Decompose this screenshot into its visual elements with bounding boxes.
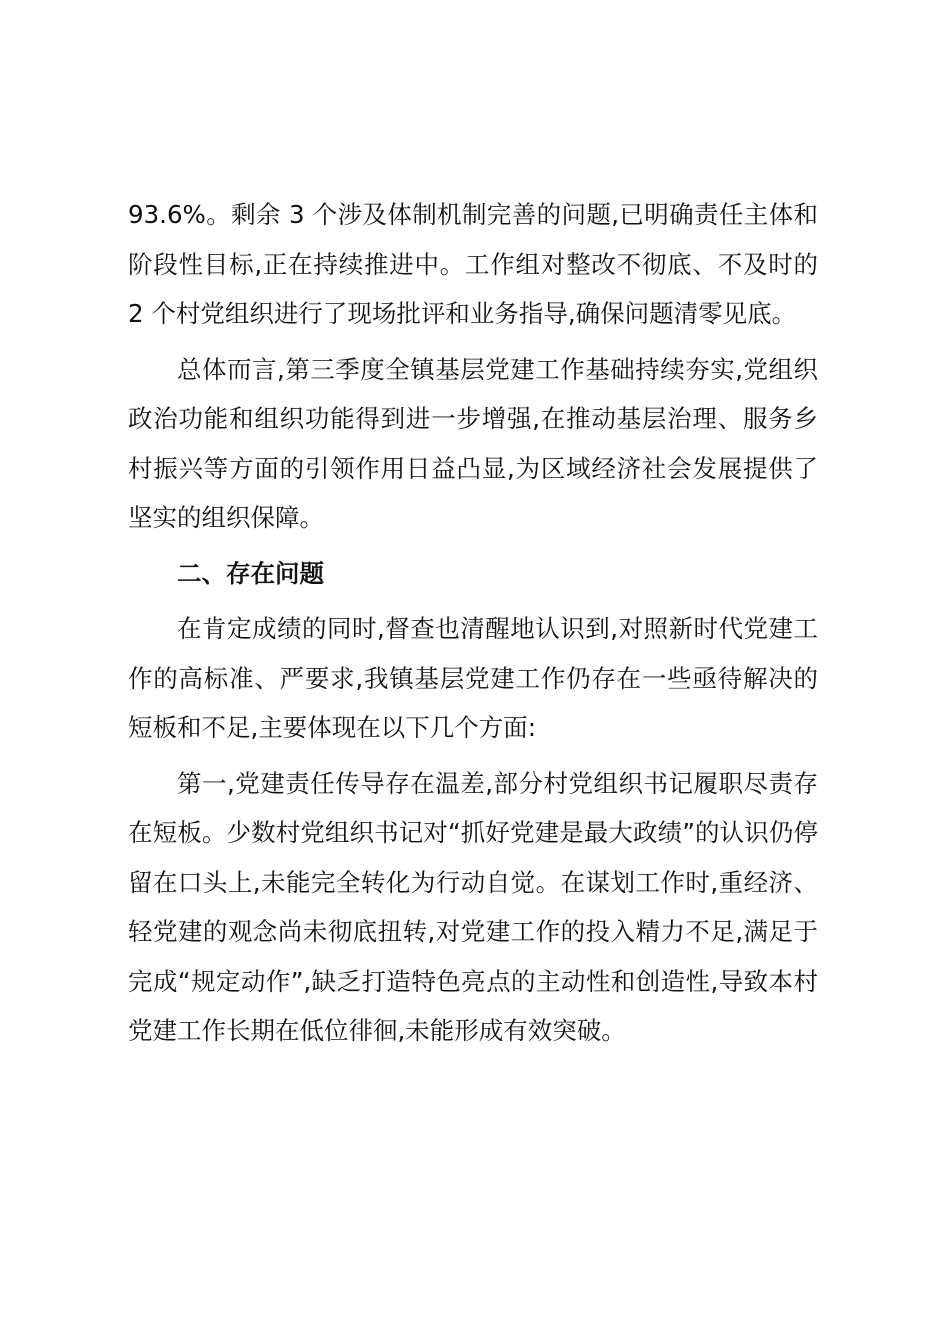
- paragraph-problems-intro: 在肯定成绩的同时,督查也清醒地认识到,对照新时代党建工作的高标准、严要求,我镇基层党建工作仍存在一些亟待解决的短板和不足,主要体现在以下几个方面:: [128, 614, 818, 742]
- document-body: [128, 190, 818, 1062]
- section-heading: 二、存在问题: [177, 558, 324, 588]
- paragraph-summary: 总体而言,第三季度全镇基层党建工作基础持续夯实,党组织政治功能和组织功能得到进一步增强,在推动基层治理、服务乡村振兴等方面的引领作用日益凸显,为区域经济社会发展提供了坚实的组织保障。: [128, 354, 818, 532]
- paragraph-continuation: 93.6%。剩余 3 个涉及体制机制完善的问题,已明确责任主体和阶段性目标,正在持续推进中。工作组对整改不彻底、不及时的 2 个村党组织进行了现场批评和业务指导,确保问题清零见底。: [128, 200, 818, 328]
- paragraph-first-problem: 第一,党建责任传导存在温差,部分村党组织书记履职尽责存在短板。少数村党组织书记对“抓好党建是最大政绩”的认识仍停留在口头上,未能完全转化为行动自觉。在谋划工作时,重经济、轻党建的观念尚未彻底扭转,对党建工作的投入精力不足,满足于完成“规定动作”,缺乏打造特色亮点的主动性和创造性,导致本村党建工作长期在低位徘徊,未能形成有效突破。: [128, 768, 818, 1045]
